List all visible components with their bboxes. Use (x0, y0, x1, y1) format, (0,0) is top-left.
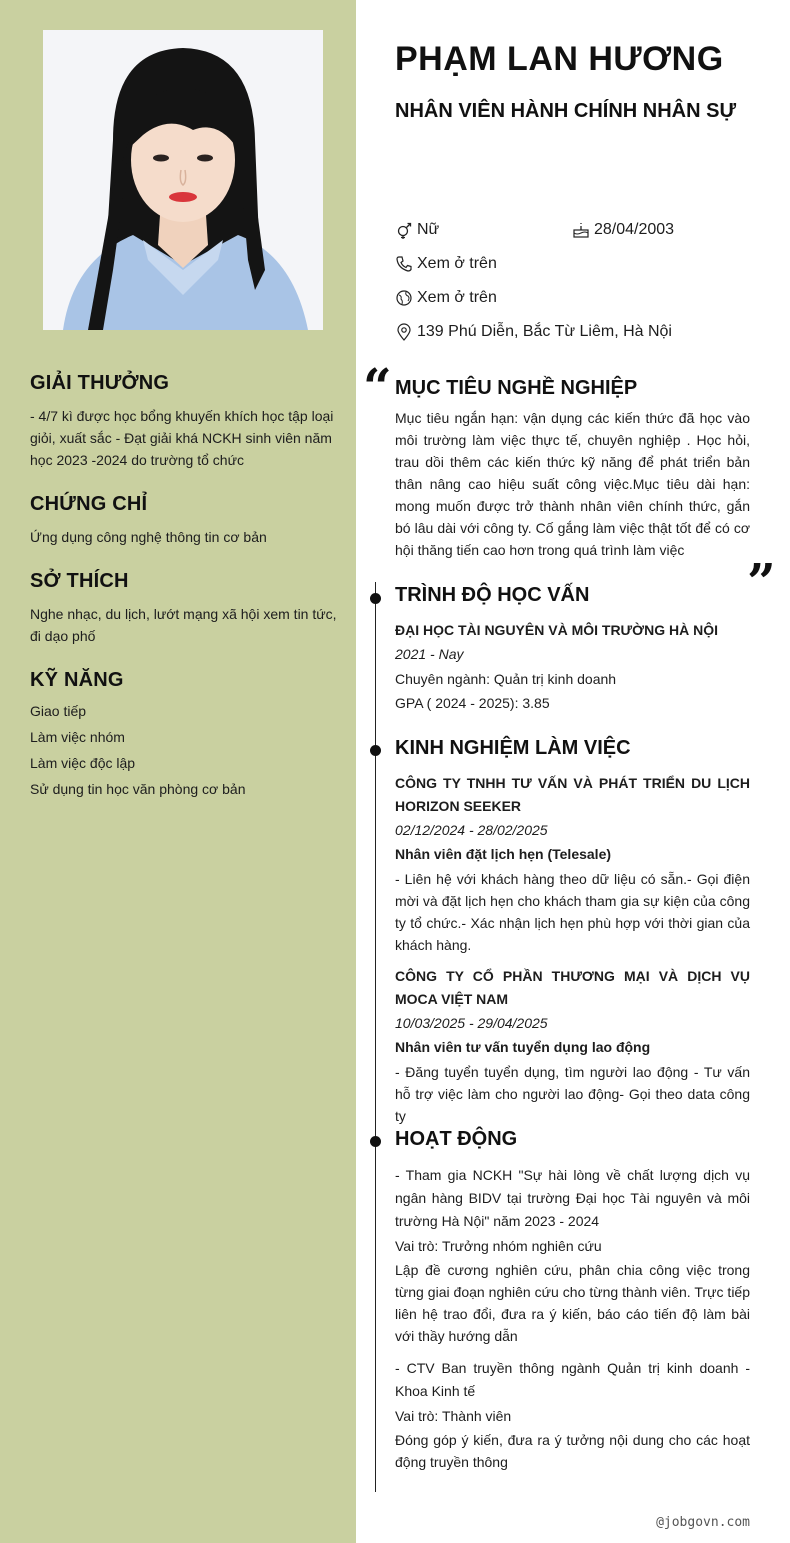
certificates-heading: CHỨNG CHỈ (30, 493, 148, 515)
birthday-cake-icon (572, 221, 590, 239)
gender-icon (395, 221, 413, 239)
certificates-section (30, 493, 338, 548)
timeline-dot (370, 745, 381, 756)
awards-heading: GIẢI THƯỞNG (30, 372, 170, 394)
job-period: 10/03/2025 - 29/04/2025 (395, 1015, 548, 1031)
timeline-line (375, 582, 376, 1492)
phone-icon (395, 255, 413, 273)
school-name: ĐẠI HỌC TÀI NGUYÊN VÀ MÔI TRƯỜNG HÀ NỘI (395, 622, 719, 638)
candidate-name: PHẠM LAN HƯƠNG (395, 40, 724, 78)
hobbies-text: Nghe nhạc, du lịch, lướt mạng xã hội xem tin tức, đi dạo phố (30, 606, 337, 644)
job-position: Nhân viên đặt lịch hẹn (Telesale) (395, 846, 612, 862)
awards-section (30, 372, 338, 471)
job-description: - Liên hệ với khách hàng theo dữ liệu có sẵn.- Gọi điện mời và đặt lịch hẹn cho khách tham gia sự kiện của công ty tổ chức.- Xác nhận lịch hẹn phù hợp với thời gian của khách hàng. (395, 871, 750, 953)
activity-role: Vai trò: Thành viên (395, 1408, 512, 1424)
hobbies-section (30, 570, 338, 647)
address-value: 139 Phú Diễn, Bắc Từ Liêm, Hà Nội (417, 323, 672, 340)
education-gpa: GPA ( 2024 - 2025): 3.85 (395, 695, 550, 711)
skill-item: Giao tiếp (30, 703, 87, 719)
close-quote-icon: ” (747, 552, 776, 611)
gender-value: Nữ (417, 221, 440, 238)
education-period: 2021 - Nay (395, 646, 464, 662)
activity-title: - Tham gia NCKH "Sự hài lòng về chất lượng dịch vụ ngân hàng BIDV tại trường Đại học Tài nguyên và môi trường Hà Nội" năm 2023 - 2024 (395, 1167, 750, 1229)
address-info (395, 323, 672, 341)
phone-value: Xem ở trên (417, 255, 497, 272)
job-title: NHÂN VIÊN HÀNH CHÍNH NHÂN SỰ (395, 100, 737, 122)
skill-item: Sử dụng tin học văn phòng cơ bản (30, 781, 246, 797)
activity-role: Vai trò: Trưởng nhóm nghiên cứu (395, 1238, 602, 1254)
footer-watermark: @jobgovn.com (656, 1515, 750, 1530)
education-heading: TRÌNH ĐỘ HỌC VẤN (395, 584, 590, 606)
location-pin-icon (395, 323, 413, 341)
activity-description: Lập đề cương nghiên cứu, phân chia công việc trong từng giai đoạn nghiên cứu cho từng thành viên. Trực tiếp liên hệ trao đổi, đưa ra ý kiến, báo cáo tiến độ làm bài với thầy hướng dẫn (395, 1262, 750, 1344)
activity-description: Đóng góp ý kiến, đưa ra ý tưởng nội dung cho các hoạt động truyền thông (395, 1432, 750, 1470)
profile-photo (43, 30, 323, 330)
objective-text: Mục tiêu ngắn hạn: vận dụng các kiến thức đã học vào môi trường làm việc thực tế, chuyên nghiệp . Học hỏi, trau dồi thêm các kiến thức kỹ năng để phát triển bản thân nâng cao hiệu suất công việc.Mục tiêu dài hạn: mong muốn được trở thành nhân viên chính thức, gắn bó lâu dài với công ty. Cố gắng làm việc thật tốt để có cơ hội thăng tiến cao hơn trong quá trình làm việc (395, 410, 750, 558)
website-info (395, 289, 497, 307)
education-major: Chuyên ngành: Quản trị kinh doanh (395, 671, 617, 687)
phone-info (395, 255, 497, 273)
experience-heading: KINH NGHIỆM LÀM VIỆC (395, 737, 631, 759)
job-position: Nhân viên tư vấn tuyển dụng lao động (395, 1039, 651, 1055)
timeline-dot (370, 1136, 381, 1147)
skill-item: Làm việc độc lập (30, 755, 136, 771)
job-description: - Đăng tuyển tuyển dụng, tìm người lao động - Tư vấn hỗ trợ việc làm cho người lao động- Gọi theo data công ty (395, 1064, 750, 1124)
timeline-dot (370, 593, 381, 604)
company-name: CÔNG TY CỔ PHẦN THƯƠNG MẠI VÀ DỊCH VỤ MOCA VIỆT NAM (395, 968, 750, 1007)
skills-section (30, 669, 338, 802)
awards-text: - 4/7 kì được học bổng khuyến khích học tập loại giỏi, xuất sắc - Đạt giải khá NCKH sinh viên năm học 2023 -2024 do trường tổ chức (30, 408, 334, 468)
birthday-value: 28/04/2003 (594, 221, 675, 238)
skills-heading: KỸ NĂNG (30, 669, 124, 691)
open-quote-icon: “ (363, 357, 392, 416)
hobbies-heading: SỞ THÍCH (30, 570, 129, 592)
skill-item: Làm việc nhóm (30, 729, 125, 745)
certificates-text: Ứng dụng công nghệ thông tin cơ bản (30, 529, 267, 545)
activity-title: - CTV Ban truyền thông ngành Quản trị kinh doanh - Khoa Kinh tế (395, 1360, 750, 1399)
website-value: Xem ở trên (417, 289, 497, 306)
gender-info (395, 221, 439, 239)
job-period: 02/12/2024 - 28/02/2025 (395, 822, 548, 838)
company-name: CÔNG TY TNHH TƯ VẤN VÀ PHÁT TRIỂN DU LỊCH HORIZON SEEKER (395, 775, 750, 814)
birthday-info (572, 221, 674, 239)
objective-heading: MỤC TIÊU NGHỀ NGHIỆP (395, 377, 638, 399)
globe-icon (395, 289, 413, 307)
activities-heading: HOẠT ĐỘNG (395, 1128, 518, 1150)
